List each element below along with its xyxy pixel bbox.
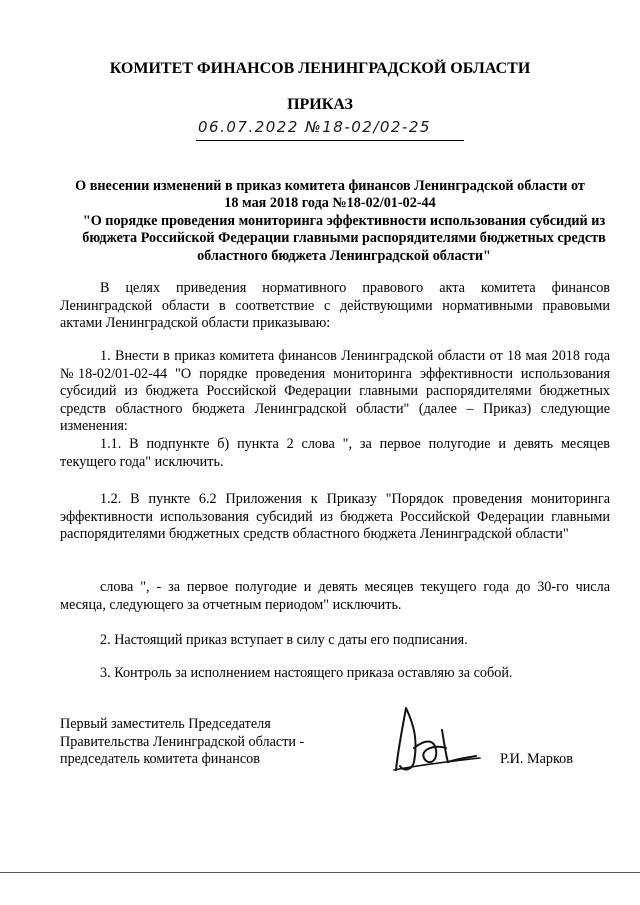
- item-1-paragraph: 1. Внести в приказ комитета финансов Ленинградской области от 18 мая 2018 года №18-02/01-02-44 "О порядке проведения мониторинга эффективности использования субсидий из бюджета Российской Федерации главными распорядителями бюджетных средств областного бюджета Ленинградской области" (далее – Приказ) следующие изменения:: [60, 348, 610, 435]
- item-2-paragraph: 2. Настоящий приказ вступает в силу с даты его подписания.: [100, 632, 468, 648]
- item-1-2-paragraph: 1.2. В пункте 6.2 Приложения к Приказу "Порядок проведения мониторинга эффективности использования субсидий из бюджета Российской Федерации главными распорядителями бюджетных средств областного бюджета Ленинградской области": [60, 491, 610, 543]
- signatory-name: Р.И. Марков: [500, 751, 573, 767]
- signatory-title: [60, 716, 360, 769]
- item-3-paragraph: 3. Контроль за исполнением настоящего приказа оставляю за собой.: [100, 665, 513, 681]
- subject-line-2: 18 мая 2018 года №18-02/01-02-44: [224, 195, 436, 212]
- organization-heading: КОМИТЕТ ФИНАНСОВ ЛЕНИНГРАДСКОЙ ОБЛАСТИ: [109, 60, 531, 77]
- subject-line-3: "О порядке проведения мониторинга эффективности использования субсидий из бюджета Российской Федерации главными распорядителями бюджетных средств областного бюджета Ленинградской области": [82, 212, 606, 264]
- date-number-underline: [196, 140, 464, 141]
- page-bottom-rule: [0, 872, 640, 873]
- handwritten-signature: [384, 700, 492, 780]
- item-1-2-continuation: слова ", - за первое полугодие и девять месяцев текущего года до 30-го числа месяца, следующего за отчетным периодом" исключить.: [60, 579, 610, 613]
- item-1-1-paragraph: 1.1. В подпункте б) пункта 2 слова ", за первое полугодие и девять месяцев текущего года" исключить.: [60, 436, 610, 470]
- document-type-heading: ПРИКАЗ: [287, 96, 353, 113]
- signatory-title-line-1: Первый заместитель Председателя: [60, 716, 271, 732]
- preamble-paragraph: В целях приведения нормативного правового акта комитета финансов Ленинградской области в соответствие с действующими нормативными правовыми актами Ленинградской области приказываю:: [60, 280, 610, 332]
- handwritten-date-number: 06.07.2022 №18-02/02-25: [198, 118, 431, 136]
- signatory-title-line-2: Правительства Ленинградской области -: [60, 733, 305, 750]
- subject-line-1: О внесении изменений в приказ комитета финансов Ленинградской области от: [75, 178, 585, 194]
- signatory-title-line-3: председатель комитета финансов: [60, 751, 260, 768]
- order-subject: [50, 178, 610, 265]
